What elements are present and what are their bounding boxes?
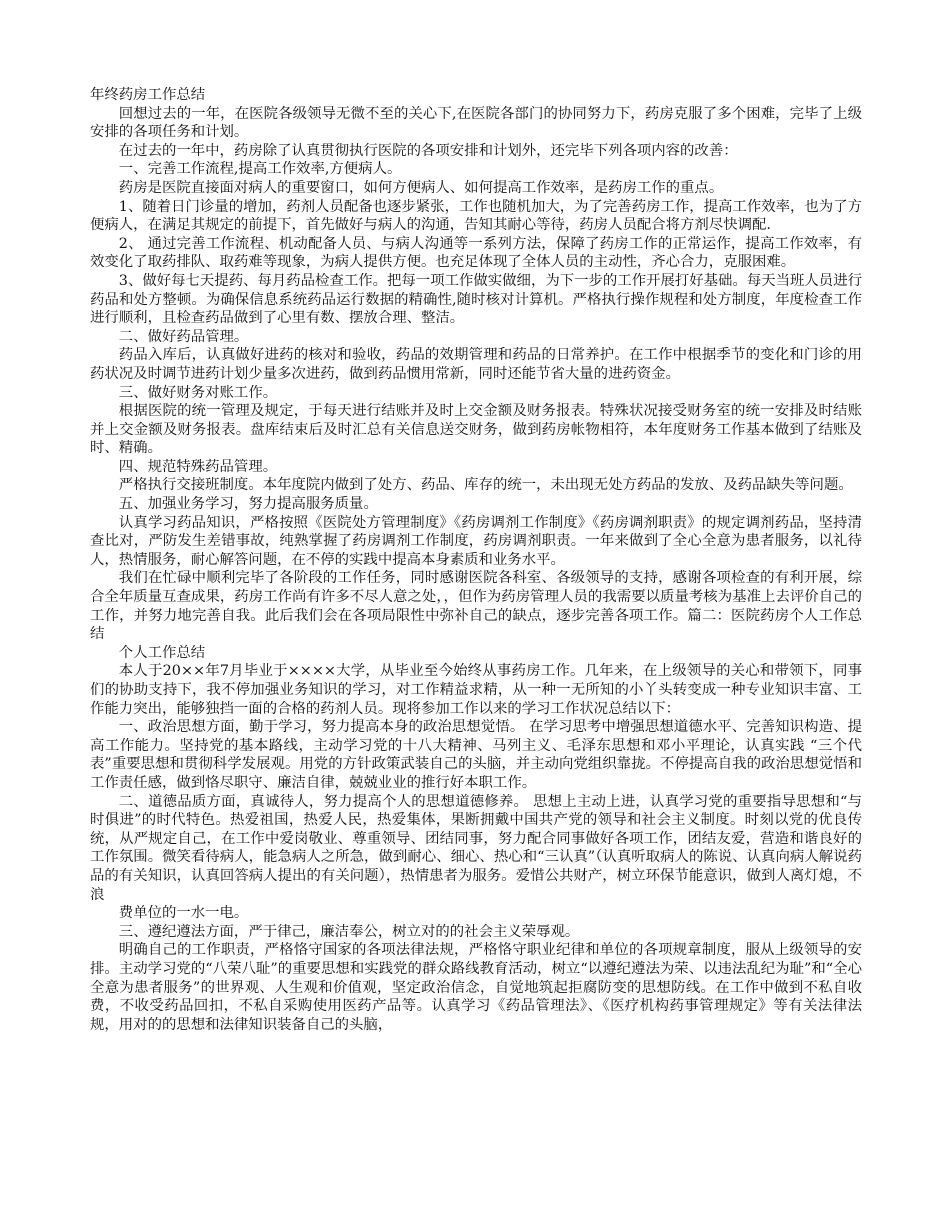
paragraph: 药房是医院直接面对病人的重要窗口，如何方便病人、如何提高工作效率，是药房工作的重点。: [118, 179, 724, 196]
paragraph: 2、 通过完善工作流程、机动配备人员、与病人沟通等一系列方法，保障了药房工作的正常运作，提高工作效率，有效变化了取药排队、取药难等现象，为病人提供方便。也充足体现了全体人员的主动性，齐心合力，克服困难。: [90, 235, 862, 271]
paragraph: 个人工作总结: [118, 644, 206, 661]
paragraph: 五、加强业务学习，努力提高服务质量。: [118, 496, 378, 513]
paragraph: 三、做好财务对账工作。: [118, 384, 278, 401]
paragraph: 药品入库后，认真做好进药的核对和验收，药品的效期管理和药品的日常养护。在工作中根据季节的变化和门诊的用药状况及时调节进药计划少量多次进药，做到药品惯用常新，同时还能节省大量的进药资金。: [90, 347, 862, 382]
paragraph: 1、随着日门诊量的增加，药剂人员配备也逐步紧张，工作也随机加大，为了完善药房工作，提高工作效率，也为了方便病人，在满足其规定的前提下，首先做好与病人的沟通，告知其耐心等待，药房人员配合将方剂尽快调配.: [90, 198, 862, 234]
paragraph: 回想过去的一年，在医院各级领导无微不至的关心下,在医院各部门的协同努力下，药房克服了多个困难，完毕了上级安排的各项任务和计划。: [90, 105, 862, 141]
paragraph: 二、做好药品管理。: [118, 328, 249, 345]
paragraph: 二、道德品质方面，真诚待人，努力提高个人的思想道德修养。 思想上主动上进，认真学习党的重要指导思想和“与时俱进”的时代特色。热爱祖国，热爱人民，热爱集体，果断拥戴中国共产党的领导和社会主义制度。时刻以党的优良传统，从严规定自己，在工作中爱岗敬业、尊重领导、团结同事，努力配合同事做好各项工作，团结友爱，营造和谐良好的工作氛围。微笑看待病人，能急病人之所急，做到耐心、细心、热心和“三认真”（认真听取病人的陈说、认真向病人解说药品的有关知识，认真回答病人提出的有关问题），热情患者为服务。爱惜公共财产，树立环保节能意识，做到人离灯熄，不浪: [90, 793, 862, 903]
document-title: 年终药房工作总结: [90, 87, 206, 103]
paragraph: 严格执行交接班制度。本年度院内做到了处方、药品、库存的统一，未出现无处方药品的发放、及药品缺失等问题。: [118, 477, 853, 494]
document-page: [90, 86, 862, 1034]
paragraph: 一、政治思想方面，勤于学习，努力提高本身的政治思想觉悟。 在学习思考中增强思想道德水平、完善知识构造、提高工作能力。坚持党的基本路线，主动学习党的十八大精神、马列主义、毛泽东思想和邓小平理论，认真实践 “三个代表”重要思想和贯彻科学发展观。用党的方针政策武装自己的头脑，并主动向党组织靠拢。不停提高自我的政治思想觉悟和工作责任感，做到恪尽职守、廉洁自律，兢兢业业的推行好本职工作。: [90, 719, 862, 791]
paragraph: 认真学习药品知识，严格按照《医院处方管理制度》《药房调剂工作制度》《药房调剂职责》的规定调剂药品，坚持清查比对，严防发生差错事故，纯熟掌握了药房调剂工作制度，药房调剂职责。一年来做到了全心全意为患者服务，以礼待人，热情服务，耐心解答问题，在不停的实践中提高本身素质和业务水平。: [90, 514, 862, 568]
paragraph: 本人于20××年7月毕业于××××大学，从毕业至今始终从事药房工作。几年来，在上级领导的关心和带领下，同事们的协助支持下，我不停加强业务知识的学习，对工作精益求精，从一种一无所知的小丫头转变成一种专业知识丰富、工作能力突出，能够独挡一面的合格的药剂人员。现将参加工作以来的学习工作状况总结以下：: [90, 663, 862, 717]
paragraph: 明确自己的工作职责，严格恪守国家的各项法律法规，严格恪守职业纪律和单位的各项规章制度，服从上级领导的安排。主动学习党的“八荣八耻”的重要思想和实践党的群众路线教育活动，树立“以遵纪遵法为荣、以违法乱纪为耻”和“全心全意为患者服务”的世界观、人生观和价值观，坚定政治信念，自觉地筑起拒腐防变的思想防线。在工作中做到不私自收费，不收受药品回扣，不私自采购使用医药产品等。认真学习《药品管理法》、《医疗机构药事管理规定》等有关法律法规，用对的的思想和法律知识装备自己的头脑，: [90, 942, 862, 1033]
paragraph: 在过去的一年中，药房除了认真贯彻执行医院的各项安排和计划外，还完毕下列各项内容的改善：: [118, 142, 738, 159]
document-body: [90, 105, 862, 1035]
paragraph: 我们在忙碌中顺利完毕了各阶段的工作任务，同时感谢医院各科室、各级领导的支持，感谢各项检查的有利开展，综合全年质量互查成果，药房工作尚有许多不尽人意之处，，但作为药房管理人员的我需要以质量考核为基准上去评价自己的工作，并努力地完善自我。此后我们会在各项局限性中弥补自己的缺点，逐步完善各项工作。篇二：医院药房个人工作总结: [90, 570, 862, 643]
paragraph: 3、做好每七天提药、每月药品检查工作。把每一项工作做实做细，为下一步的工作开展打好基础。每天当班人员进行药品和处方整顿。为确保信息系统药品运行数据的精确性,随时核对计算机。严格执行操作规程和处方制度，年度检查工作进行顺利，且检查药品做到了心里有数、摆放合理、整洁。: [90, 272, 862, 327]
paragraph: 一、完善工作流程,提高工作效率,方便病人。: [118, 161, 402, 178]
paragraph: 费单位的一水一电。: [118, 905, 249, 922]
paragraph: 三、遵纪遵法方面，严于律己，廉洁奉公，树立对的的社会主义荣辱观。: [118, 923, 580, 940]
paragraph: 根据医院的统一管理及规定，于每天进行结账并及时上交金额及财务报表。特殊状况接受财务室的统一安排及时结账并上交金额及财务报表。盘库结束后及时汇总有关信息送交财务，做到药房帐物相符，本年度财务工作基本做到了结账及时、精确。: [90, 403, 862, 457]
paragraph: 四、规范特殊药品管理。: [118, 458, 278, 475]
